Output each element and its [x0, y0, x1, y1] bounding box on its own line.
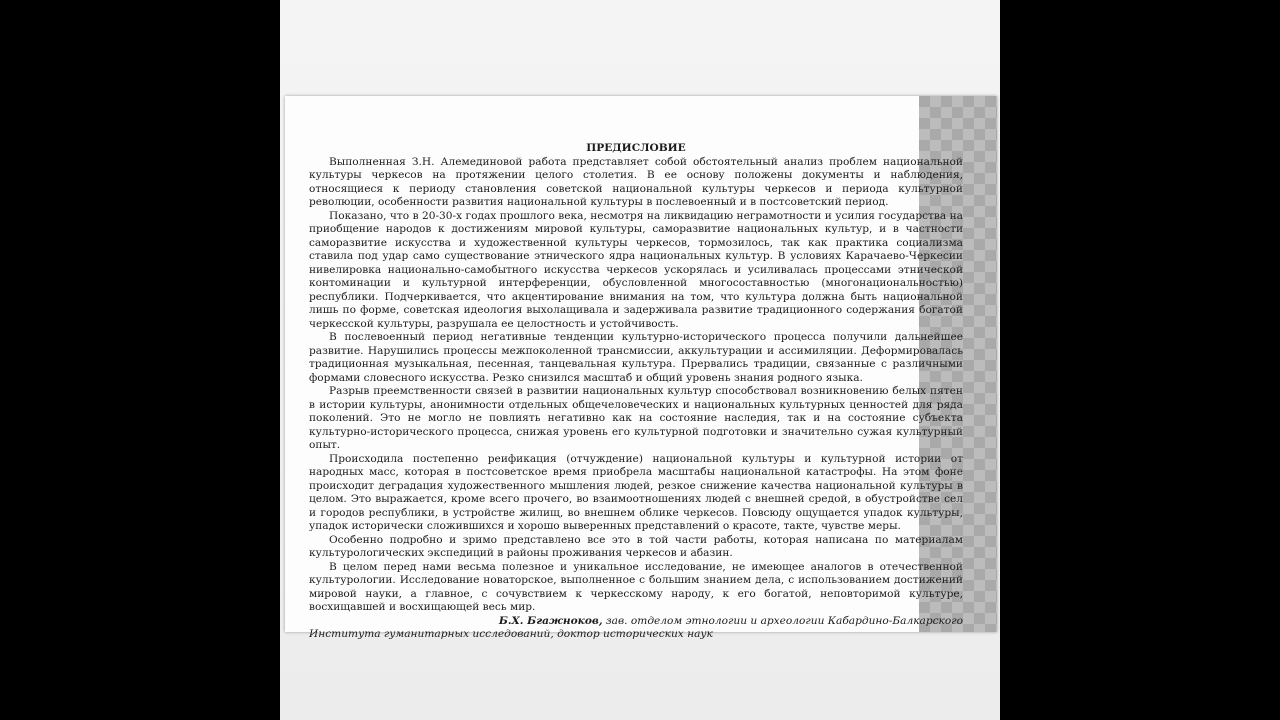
paragraph-3: В послевоенный период негативные тенденции культурно-исторического процесса получили дальнейшее развитие. Нарушились процессы межпоколенной трансмиссии, аккультурации и ассимиляции. Деформировалась традиционная музыкальная, песенная, танцевальная культура. Прервались традиции, связанные с различными формами словесного искусства. Резко снизился масштаб и общий уровень знания родного языка.	[309, 331, 963, 384]
document-page	[285, 96, 997, 640]
paragraph-7: В целом перед нами весьма полезное и уникальное исследование, не имеющее аналогов в отечественной культурологии. Исследование новаторское, выполненное с большим знанием дела, с использованием достижений мировой науки, а главное, с сочувствием к черкесскому народу, к его богатой, неповторимой культуре, восхищавшей и восхищающей весь мир.	[309, 560, 963, 613]
paragraph-4: Разрыв преемственности связей в развитии национальных культур способствовал возникновению белых пятен в истории культуры, анонимности отдельных общечеловеческих и национальных культурных ценностей для ряда поколений. Это не могло не повлиять негативно как на состояние наследия, так и на состояние субъекта культурно-исторического процесса, снижая уровень его культурной подготовки и значительно сужая культурный опыт.	[309, 385, 963, 451]
signature-name: Б.Х. Бгажноков,	[498, 614, 603, 627]
paragraph-1: Выполненная З.Н. Алемединовой работа представляет собой обстоятельный анализ проблем национальной культуры черкесов на протяжении целого столетия. В ее основу положены документы и наблюдения, относящиеся к периоду становления советской национальной культуры черкесов и периода культурной революции, особенности развития национальной культуры в послевоенный и в постсоветский период.	[309, 155, 963, 208]
signature-affiliation: Института гуманитарных исследований, доктор исторических наук	[309, 628, 713, 640]
signature-role: зав. отделом этнологии и археологии Кабардино-Балкарского	[602, 614, 963, 627]
paragraph-2: Показано, что в 20-30-х годах прошлого века, несмотря на ликвидацию неграмотности и усилия государства на приобщение народов к достижениям мировой культуры, саморазвитие национальных культур, и в частности саморазвитие искусства и художественной культуры черкесов, тормозилось, так как практика социализма ставила под удар само существование этнического ядра национальных культур. В условиях Карачаево-Черкесии нивелировка национально-самобытного искусства черкесов ускорялась и усиливалась процессами этнической контоминации и культурной интерференции, обусловленной многосоставностью (многонациональностью) республики. Подчеркивается, что акцентирование внимания на том, что культура должна быть национальной лишь по форме, советская идеология выхолащивала и задерживала развитие традиционного содержания богатой черкесской культуры, разрушала ее целостность и устойчивость.	[309, 209, 963, 330]
page-title: ПРЕДИСЛОВИЕ	[586, 142, 686, 154]
paragraph-5: Происходила постепенно реификация (отчуждение) национальной культуры и культурной истории от народных масс, которая в постсоветское время приобрела масштабы национальной катастрофы. На этом фоне происходит деградация художественного мышления людей, резкое снижение качества национальной культуры в целом. Это выражается, кроме всего прочего, во взаимоотношениях людей с внешней средой, в обустройстве сел и городов республики, в устройстве жилищ, во внешнем облике черкесов. Повсюду ощущается упадок культуры, упадок исторически сложившихся и хорошо выверенных представлений о красоте, такте, чувстве меры.	[309, 452, 963, 532]
signature	[309, 615, 963, 629]
document-text	[309, 142, 963, 642]
paragraph-6: Особенно подробно и зримо представлено все это в той части работы, которая написана по материалам культурологических экспедиций в районы проживания черкесов и абазин.	[309, 533, 963, 559]
